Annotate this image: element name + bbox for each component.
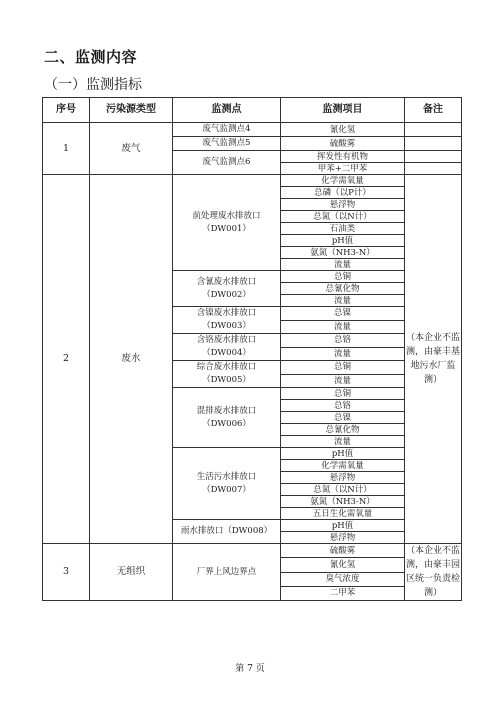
monitoring-point bbox=[173, 137, 281, 151]
monitoring-item: 流量 bbox=[281, 259, 405, 271]
table-header-row bbox=[43, 98, 462, 123]
monitoring-item: pH值 bbox=[281, 235, 405, 247]
monitoring-item: 总氮（以N计） bbox=[281, 484, 405, 496]
monitoring-point-code: （DW003） bbox=[202, 321, 251, 331]
monitoring-item: 流量 bbox=[281, 320, 405, 334]
monitoring-point-name: 废气监测点5 bbox=[202, 138, 251, 148]
monitoring-point bbox=[173, 520, 281, 544]
header-monitoring-item: 监测项目 bbox=[281, 98, 405, 123]
monitoring-item: 挥发性有机物 bbox=[281, 151, 405, 163]
monitoring-point-name: 含镍废水排放口 bbox=[196, 308, 257, 318]
monitoring-item: 流量 bbox=[281, 347, 405, 361]
monitoring-item: 流量 bbox=[281, 374, 405, 388]
monitoring-point-name: 废气监测点6 bbox=[202, 157, 251, 167]
monitoring-item: 总铬 bbox=[281, 400, 405, 412]
monitoring-point-code: （DW007） bbox=[202, 484, 251, 495]
monitoring-item: 总铜 bbox=[281, 361, 405, 375]
monitoring-item: 流量 bbox=[281, 295, 405, 307]
monitoring-item: 二甲苯 bbox=[281, 586, 405, 600]
monitoring-item: 总镍 bbox=[281, 307, 405, 321]
row-number: 2 bbox=[43, 175, 90, 544]
monitoring-item: 总氰化物 bbox=[281, 424, 405, 436]
monitoring-point bbox=[173, 271, 281, 307]
monitoring-point-name: 废气监测点4 bbox=[202, 124, 251, 134]
monitoring-point-code: （DW005） bbox=[202, 375, 251, 385]
monitoring-item: 五日生化需氧量 bbox=[281, 508, 405, 520]
header-no: 序号 bbox=[43, 98, 90, 123]
table-row bbox=[43, 123, 462, 137]
monitoring-table bbox=[42, 97, 462, 601]
monitoring-item: 臭气浓度 bbox=[281, 572, 405, 586]
header-remark: 备注 bbox=[405, 98, 462, 123]
subsection-title: （一）监测指标 bbox=[44, 77, 142, 93]
remark-empty bbox=[405, 137, 462, 151]
monitoring-item: 总磷（以P计） bbox=[281, 187, 405, 199]
monitoring-point bbox=[173, 307, 281, 334]
monitoring-item: 总铬 bbox=[281, 334, 405, 348]
monitoring-point bbox=[173, 388, 281, 448]
monitoring-point-name: 雨水排放口（DW008） bbox=[180, 526, 273, 536]
header-monitoring-point: 监测点 bbox=[173, 98, 281, 123]
remark-note: （本企业不监测，由豪丰基地污水厂监测） bbox=[405, 175, 462, 544]
monitoring-point bbox=[173, 151, 281, 175]
section-title: 二、监测内容 bbox=[44, 48, 138, 66]
monitoring-item: 氨氮（NH3-N） bbox=[281, 247, 405, 259]
source-type: 废水 bbox=[90, 175, 173, 544]
monitoring-point bbox=[173, 334, 281, 361]
monitoring-item: 化学需氧量 bbox=[281, 175, 405, 187]
monitoring-item: 氰化氢 bbox=[281, 123, 405, 137]
monitoring-item: pH值 bbox=[281, 520, 405, 532]
monitoring-item: 悬浮物 bbox=[281, 472, 405, 484]
monitoring-item: 氨氮（NH3-N） bbox=[281, 496, 405, 508]
remark-empty bbox=[405, 151, 462, 163]
monitoring-item: 总铜 bbox=[281, 271, 405, 283]
monitoring-item: 流量 bbox=[281, 436, 405, 448]
monitoring-point-code: （DW001） bbox=[202, 223, 251, 234]
monitoring-item: 总镍 bbox=[281, 412, 405, 424]
monitoring-point-code: （DW006） bbox=[202, 418, 251, 429]
monitoring-item: 总铜 bbox=[281, 388, 405, 400]
monitoring-point bbox=[173, 361, 281, 388]
monitoring-point-code: （DW002） bbox=[202, 289, 251, 300]
table-body bbox=[43, 123, 462, 601]
monitoring-item: 总氰化物 bbox=[281, 283, 405, 295]
monitoring-item: 氰化氢 bbox=[281, 558, 405, 572]
monitoring-point-name: 混排废水排放口 bbox=[196, 405, 257, 416]
monitoring-point-name: 含铬废水排放口 bbox=[196, 335, 257, 345]
monitoring-point-name: 生活污水排放口 bbox=[196, 471, 257, 482]
table-row bbox=[43, 175, 462, 187]
source-type: 废气 bbox=[90, 123, 173, 175]
table-row bbox=[43, 544, 462, 558]
row-number: 3 bbox=[43, 544, 90, 601]
monitoring-item: 悬浮物 bbox=[281, 532, 405, 544]
monitoring-point bbox=[173, 175, 281, 271]
monitoring-item: 石油类 bbox=[281, 223, 405, 235]
monitoring-item: 化学需氧量 bbox=[281, 460, 405, 472]
source-type: 无组织 bbox=[90, 544, 173, 601]
monitoring-point-name: 前处理废水排放口 bbox=[192, 210, 261, 221]
monitoring-point-name: 综合废水排放口 bbox=[196, 362, 257, 372]
remark-empty bbox=[405, 123, 462, 137]
remark-note: （本企业不监测，由豪丰园区统一负责检测） bbox=[405, 544, 462, 601]
row-number: 1 bbox=[43, 123, 90, 175]
monitoring-item: 甲苯+二甲苯 bbox=[281, 163, 405, 175]
page-footer: 第 7 页 bbox=[235, 664, 265, 674]
monitoring-item: 总氮（以N计） bbox=[281, 211, 405, 223]
monitoring-point-name: 厂界上风边界点 bbox=[196, 566, 257, 577]
header-source-type: 污染源类型 bbox=[90, 98, 173, 123]
monitoring-point-code: （DW004） bbox=[202, 348, 251, 358]
monitoring-item: pH值 bbox=[281, 448, 405, 460]
monitoring-point-name: 含氰废水排放口 bbox=[196, 276, 257, 287]
monitoring-point bbox=[173, 544, 281, 601]
monitoring-item: 硫酸雾 bbox=[281, 137, 405, 151]
remark-empty bbox=[405, 163, 462, 175]
monitoring-item: 硫酸雾 bbox=[281, 544, 405, 558]
monitoring-item: 悬浮物 bbox=[281, 199, 405, 211]
monitoring-point bbox=[173, 123, 281, 137]
monitoring-point bbox=[173, 448, 281, 520]
